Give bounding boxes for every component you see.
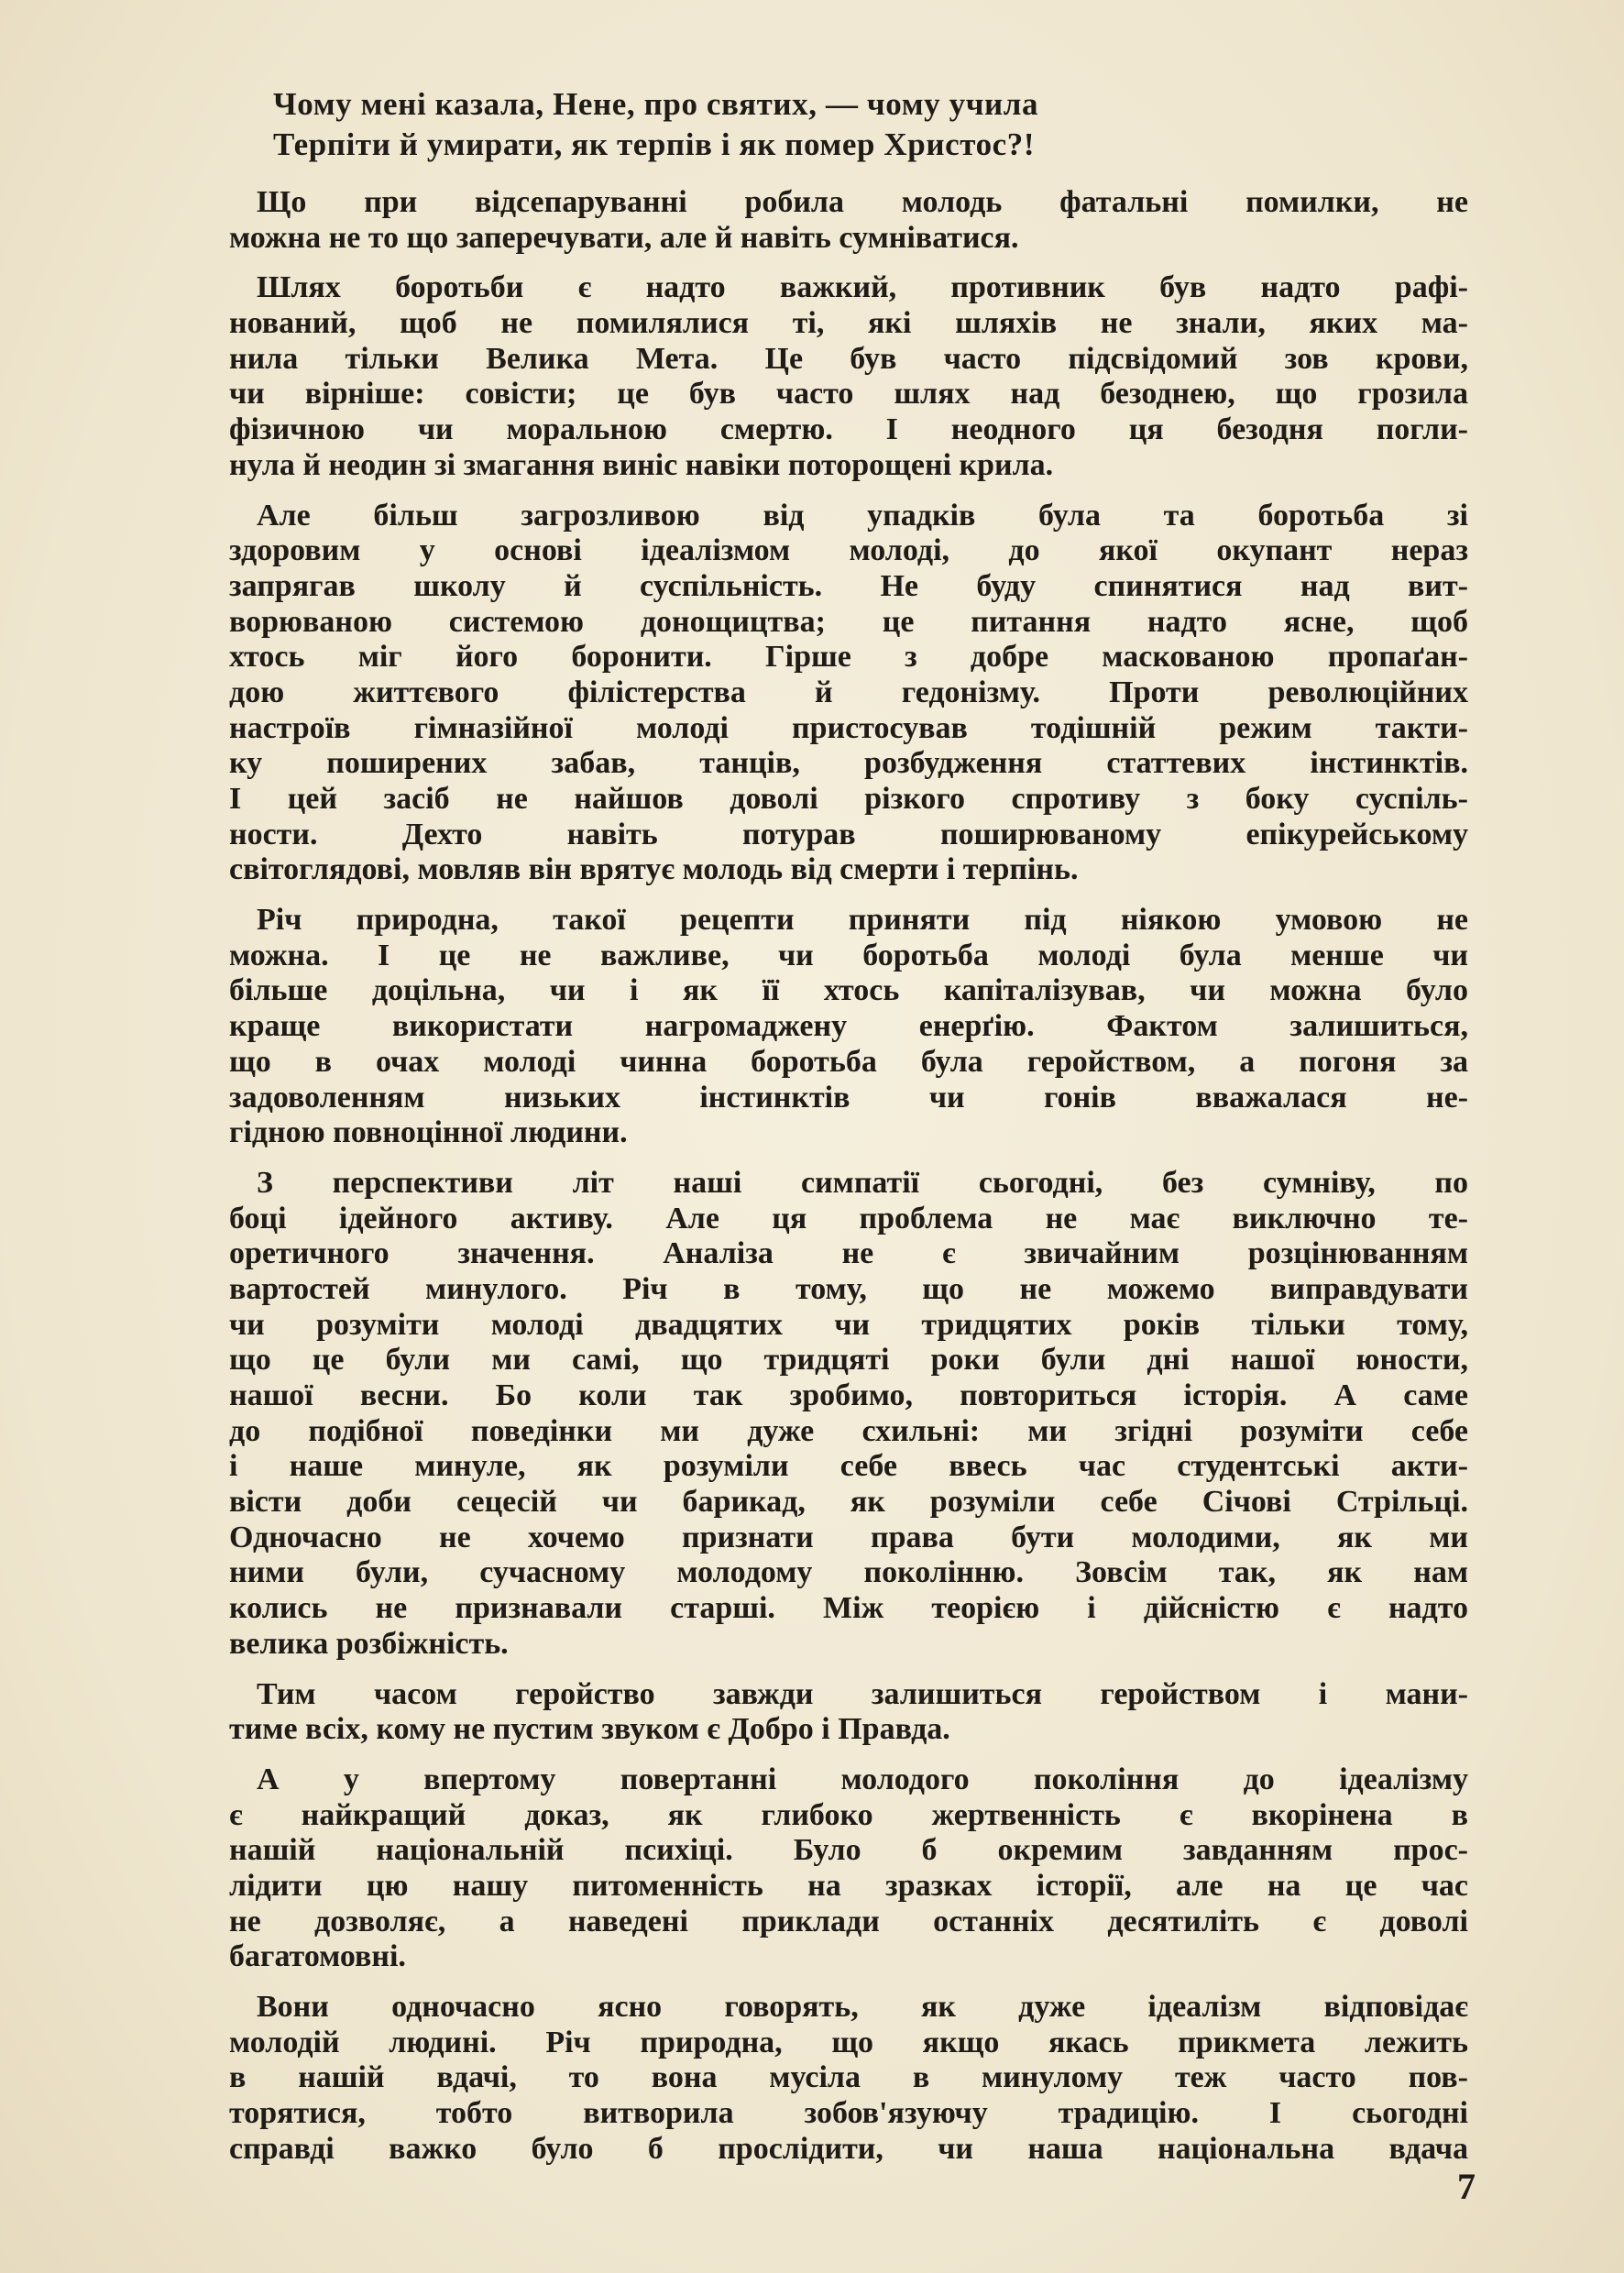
paragraph [229,499,1468,889]
text-line: запрягав школу й суспільність. Не буду спинятися над вит- [229,568,1468,603]
text-line: краще використати нагромаджену енерґію. Фактом залишиться, [229,1009,1468,1044]
text-line: настроїв гімназійної молоді пристосував тодішній режим такти- [229,710,1468,745]
text-line: молодій людині. Річ природна, що якщо якась прикмета лежить [229,2025,1468,2059]
text-line: світоглядові, мовляв він врятує молодь від смерти і терпінь. [229,852,1079,887]
text-line: вісти доби сецесій чи барикад, як розуміли себе Січові Стрільці. [229,1485,1468,1520]
text-line: вартостей минулого. Річ в тому, що не можемо виправдувати [229,1271,1468,1306]
text-line: багатомовні. [229,1939,406,1974]
text-line: велика розбіжність. [229,1626,509,1661]
text-line: і наше минуле, як розуміли себе ввесь час студентські акти- [229,1449,1468,1484]
text-line: Одночасно не хочемо признати права бути молодими, як ми [229,1520,1468,1554]
verse-line: Терпіти й умирати, як терпів і як помер Христос?! [273,126,1036,162]
text-line: фізичною чи моральною смертю. І неодного ця безодня погли- [229,412,1468,447]
text-line: І цей засіб не найшов доволі різкого спротиву з боку суспіль- [229,782,1468,816]
paragraph [229,1762,1468,1975]
text-line: чи розуміти молоді двадцятих чи тридцятих років тільки тому, [229,1307,1468,1342]
text-line: нашої весни. Бо коли так зробимо, повториться історія. А саме [229,1378,1468,1412]
text-line: А у впертому повертанні молодого покоління до ідеалізму [257,1762,1468,1796]
text-line: можна не то що заперечувати, але й навіть сумніватися. [229,220,1019,255]
text-line: хтось міг його боронити. Гірше з добре маскованою пропаґан- [229,640,1468,675]
text-line: тиме всіх, кому не пустим звуком є Добро і Правда. [229,1712,950,1747]
text-line: ворюваною системою донощицтва; це питання надто ясне, щоб [229,604,1468,639]
verse-line: Чому мені казала, Нене, про святих, — чому учила [273,86,1039,122]
text-line: колись не признавали старші. Між теорією і дійсністю є надто [229,1591,1468,1626]
text-line: нашій національній психіці. Було б окремим завданням прос- [229,1833,1468,1868]
text-line: Але більш загрозливою від упадків була та боротьба зі [257,498,1468,533]
text-line: Тим часом геройство завжди залишиться геройством і мани- [257,1676,1468,1711]
paragraph [229,903,1468,1151]
text-line: є найкращий доказ, як глибоко жертвенність є вкорінена в [229,1797,1468,1832]
text-line: боці ідейного активу. Але ця проблема не має виключно те- [229,1201,1468,1235]
paragraph [229,1166,1468,1663]
text-line: торятися, тобто витворила зобов'язуючу традицію. І сьогодні [229,2096,1468,2131]
paragraph [229,1990,1468,2167]
text-line: З перспективи літ наші симпатії сьогодні, без сумніву, по [257,1165,1468,1200]
text-line: лідити цю нашу питоменність на зразках історії, але на це час [229,1868,1468,1903]
text-line: нила тільки Велика Мета. Це був часто підсвідомий зов крови, [229,341,1468,376]
text-line: ности. Дехто навіть потурав поширюваному епікурейському [229,817,1468,851]
paragraph [229,1677,1468,1748]
text-line: чи вірніше: совісти; це був часто шлях над безоднею, що грозила [229,377,1468,412]
page-number: 7 [1457,2166,1476,2207]
paragraph [229,270,1468,483]
text-line: дою життєвого філістерства й гедонізму. Проти революційних [229,675,1468,709]
text-line: можна. І це не важливе, чи боротьба молоді була менше чи [229,938,1468,972]
paragraph [229,185,1468,256]
text-line: гідною повноцінної людини. [229,1115,628,1150]
text-line: Що при відсепаруванні робила молодь фатальні помилки, не [257,185,1468,219]
text-line: до подібної поведінки ми дуже схильні: ми згідні розуміти себе [229,1413,1468,1448]
text-line: не дозволяє, а наведені приклади останніх десятиліть є доволі [229,1904,1468,1938]
text-line: ку поширених забав, танців, розбудження статтевих інстинктів. [229,746,1468,781]
text-line: в нашій вдачі, то вона мусіла в минулому теж часто пов- [229,2060,1468,2095]
text-line: Вони одночасно ясно говорять, як дуже ідеалізм відповідає [257,1990,1468,2024]
text-line: нований, щоб не помилялися ті, які шляхів не знали, яких ма- [229,306,1468,341]
text-line: оретичного значення. Аналіза не є звичайним розцінюванням [229,1236,1468,1271]
text-line: задоволенням низьких інстинктів чи гонів вважалася не- [229,1080,1468,1115]
text-line: більше доцільна, чи і як її хтось капіталізував, чи можна було [229,973,1468,1008]
text-line: здоровим у основі ідеалізмом молоді, до якої окупант нераз [229,533,1468,568]
text-line: Шлях боротьби є надто важкий, противник був надто рафі- [257,270,1468,305]
body-text [229,185,1468,2181]
text-line: що це були ми самі, що тридцяті роки були дні нашої юности, [229,1343,1468,1378]
text-line: Річ природна, такої рецепти приняти під ніякою умовою не [257,903,1468,938]
text-line: справді важко було б прослідити, чи наша національна вдача [229,2131,1468,2166]
text-line: що в очах молоді чинна боротьба була геройством, а погоня за [229,1044,1468,1079]
verse-epigraph [273,84,1373,165]
text-line: ними були, сучасному молодому поколінню. Зовсім так, як нам [229,1555,1468,1590]
text-line: нула й неодин зі змагання виніс навіки поторощені крила. [229,447,1054,482]
